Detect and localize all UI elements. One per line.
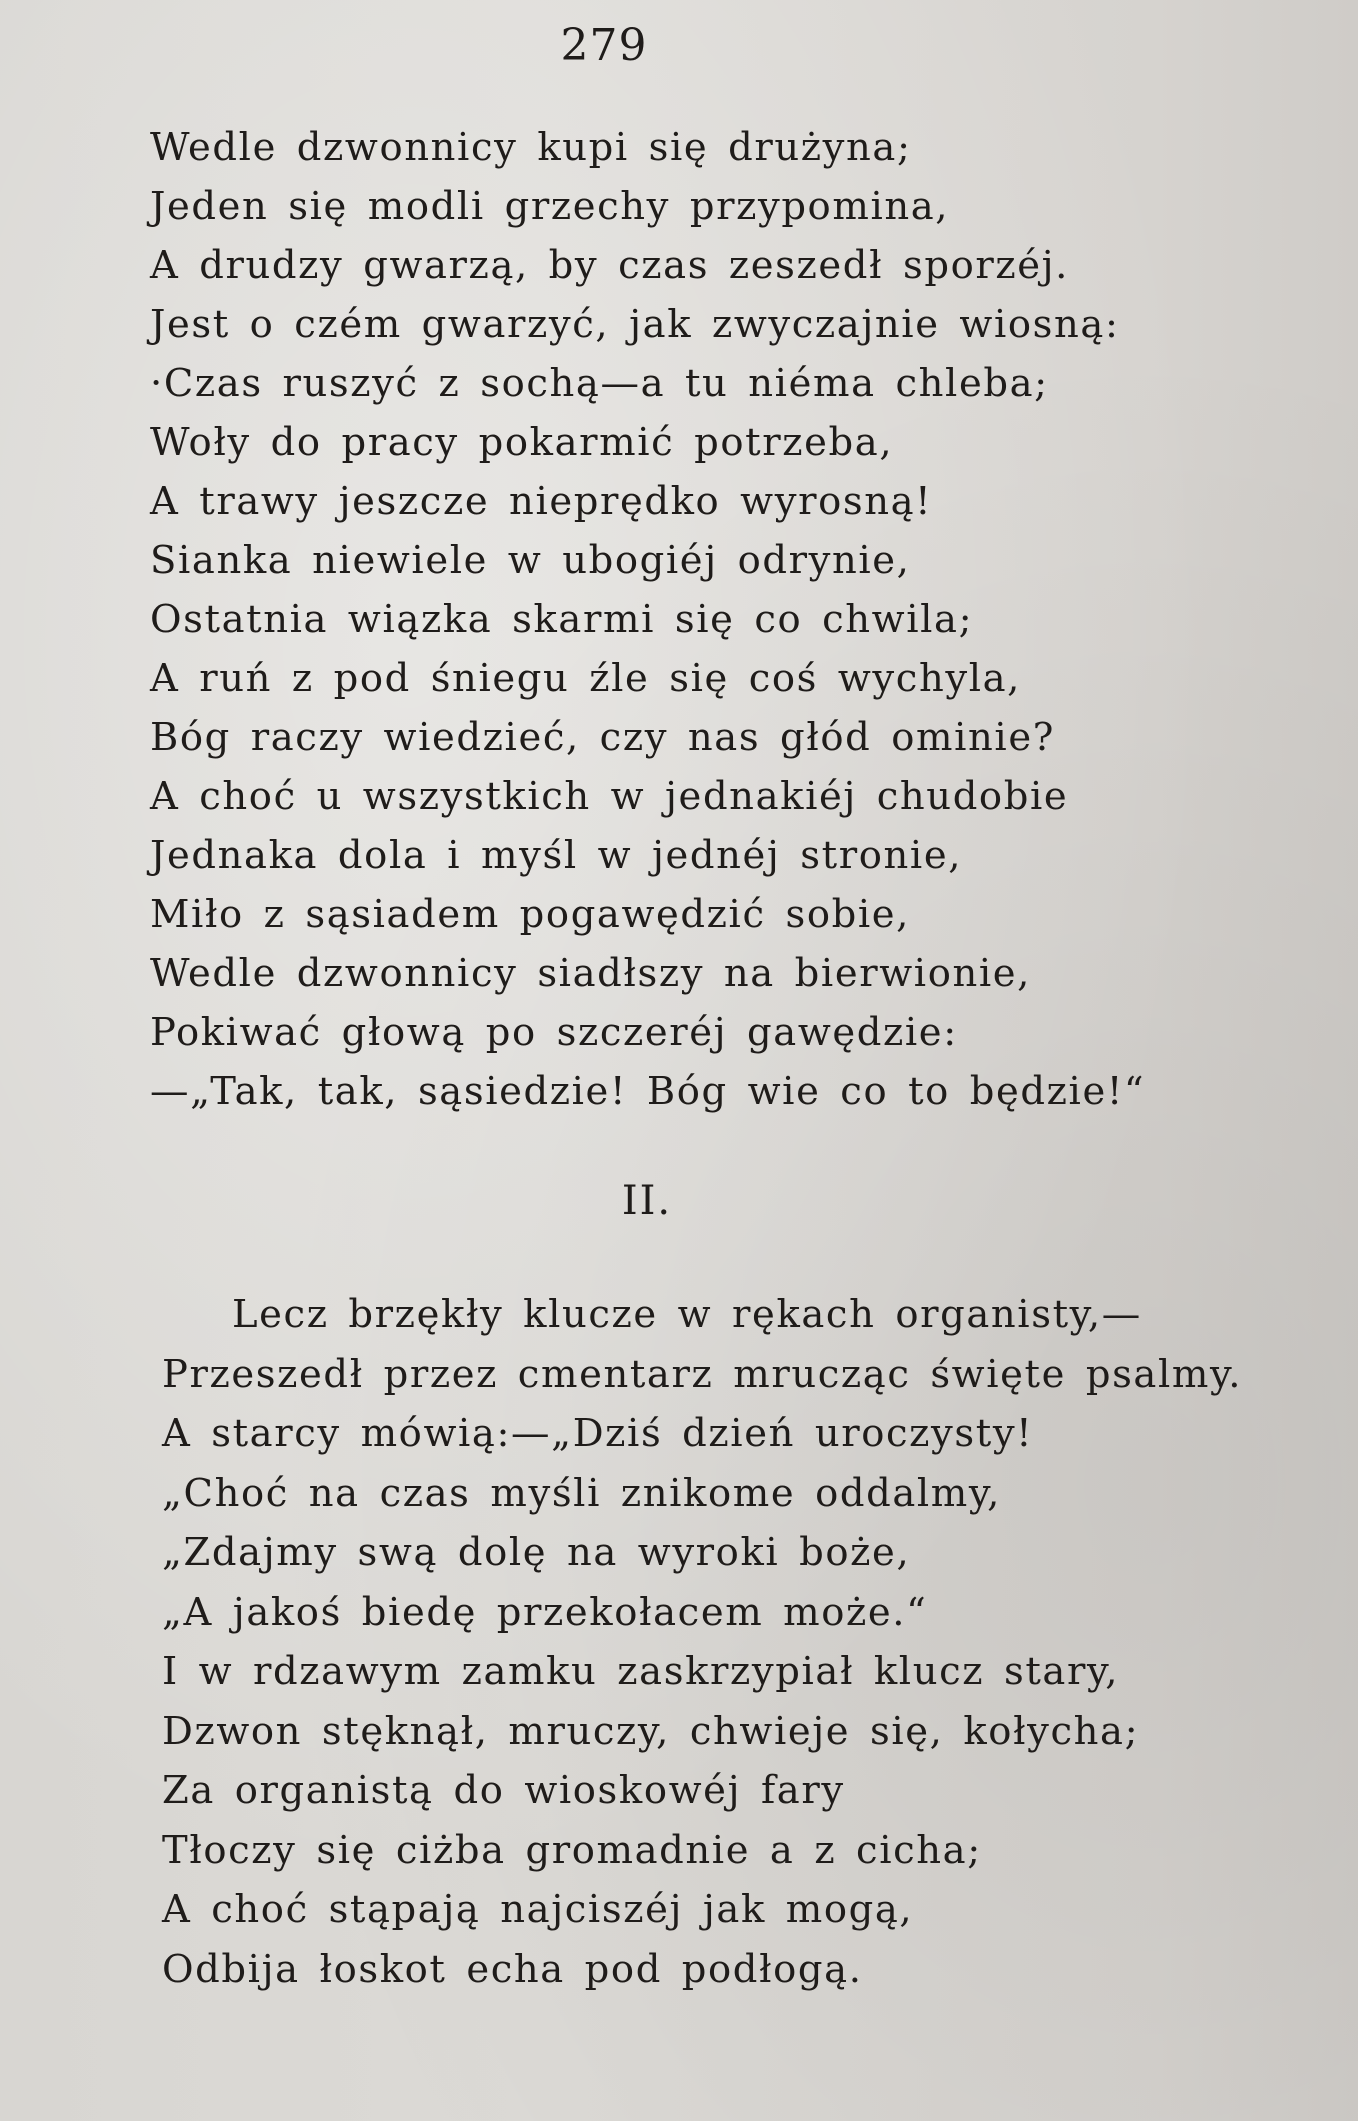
verse-line: ·Czas ruszyć z sochą—a tu niéma chleba; xyxy=(150,361,1049,406)
verse-line: Ostatnia wiązka skarmi się co chwila; xyxy=(150,597,974,642)
verse-line: Jest o czém gwarzyć, jak zwyczajnie wiosną: xyxy=(150,302,1120,347)
verse-line: „Choć na czas myśli znikome oddalmy, xyxy=(162,1470,1001,1516)
verse-line: Wedle dzwonnicy siadłszy na bierwionie, xyxy=(150,951,1032,996)
verse-line: A drudzy gwarzą, by czas zeszedł sporzéj. xyxy=(150,243,1069,288)
verse-line: Dzwon stęknął, mruczy, chwieje się, kołycha; xyxy=(162,1708,1140,1754)
verse-line: Jeden się modli grzechy przypomina, xyxy=(150,184,950,229)
verse-line: —„Tak, tak, sąsiedzie! Bóg wie co to będzie!“ xyxy=(150,1069,1146,1114)
verse-line: A starcy mówią:—„Dziś dzień uroczysty! xyxy=(162,1411,1034,1456)
verse-line: „Zdajmy swą dolę na wyroki boże, xyxy=(162,1530,911,1575)
verse-line: Sianka niewiele w ubogiéj odrynie, xyxy=(150,538,911,583)
verse-line: Odbija łoskot echa pod podłogą. xyxy=(162,1946,863,1992)
verse-line: „A jakoś biedę przekołacem może.“ xyxy=(162,1589,928,1635)
verse-line: A trawy jeszcze nieprędko wyrosną! xyxy=(150,479,933,524)
stanza-1 xyxy=(150,118,1145,1121)
verse-line: Miło z sąsiadem pogawędzić sobie, xyxy=(150,892,910,937)
section-heading: II. xyxy=(621,1178,673,1224)
verse-line: A choć u wszystkich w jednakiéj chudobie xyxy=(150,774,1069,819)
verse-line: Bóg raczy wiedzieć, czy nas głód ominie? xyxy=(150,715,1055,760)
verse-line: I w rdzawym zamku zaskrzypiał klucz stary, xyxy=(162,1649,1120,1694)
verse-line: Za organistą do wioskowéj fary xyxy=(162,1768,845,1813)
verse-line: Pokiwać głową po szczeréj gawędzie: xyxy=(150,1010,958,1055)
verse-line: Jednaka dola i myśl w jednéj stronie, xyxy=(150,833,963,878)
verse-line: A choć stąpają najciszéj jak mogą, xyxy=(162,1887,914,1932)
verse-line: Woły do pracy pokarmić potrzeba, xyxy=(150,420,894,465)
stanza-2 xyxy=(162,1285,1242,1999)
page-number: 279 xyxy=(560,20,648,71)
verse-line: Przeszedł przez cmentarz mrucząc święte psalmy. xyxy=(162,1351,1243,1397)
verse-line: Lecz brzękły klucze w rękach organisty,— xyxy=(232,1292,1142,1337)
verse-line: Tłoczy się ciżba gromadnie a z cicha; xyxy=(162,1827,982,1873)
verse-line: Wedle dzwonnicy kupi się drużyna; xyxy=(150,125,912,170)
verse-line: A ruń z pod śniegu źle się coś wychyla, xyxy=(150,656,1022,701)
